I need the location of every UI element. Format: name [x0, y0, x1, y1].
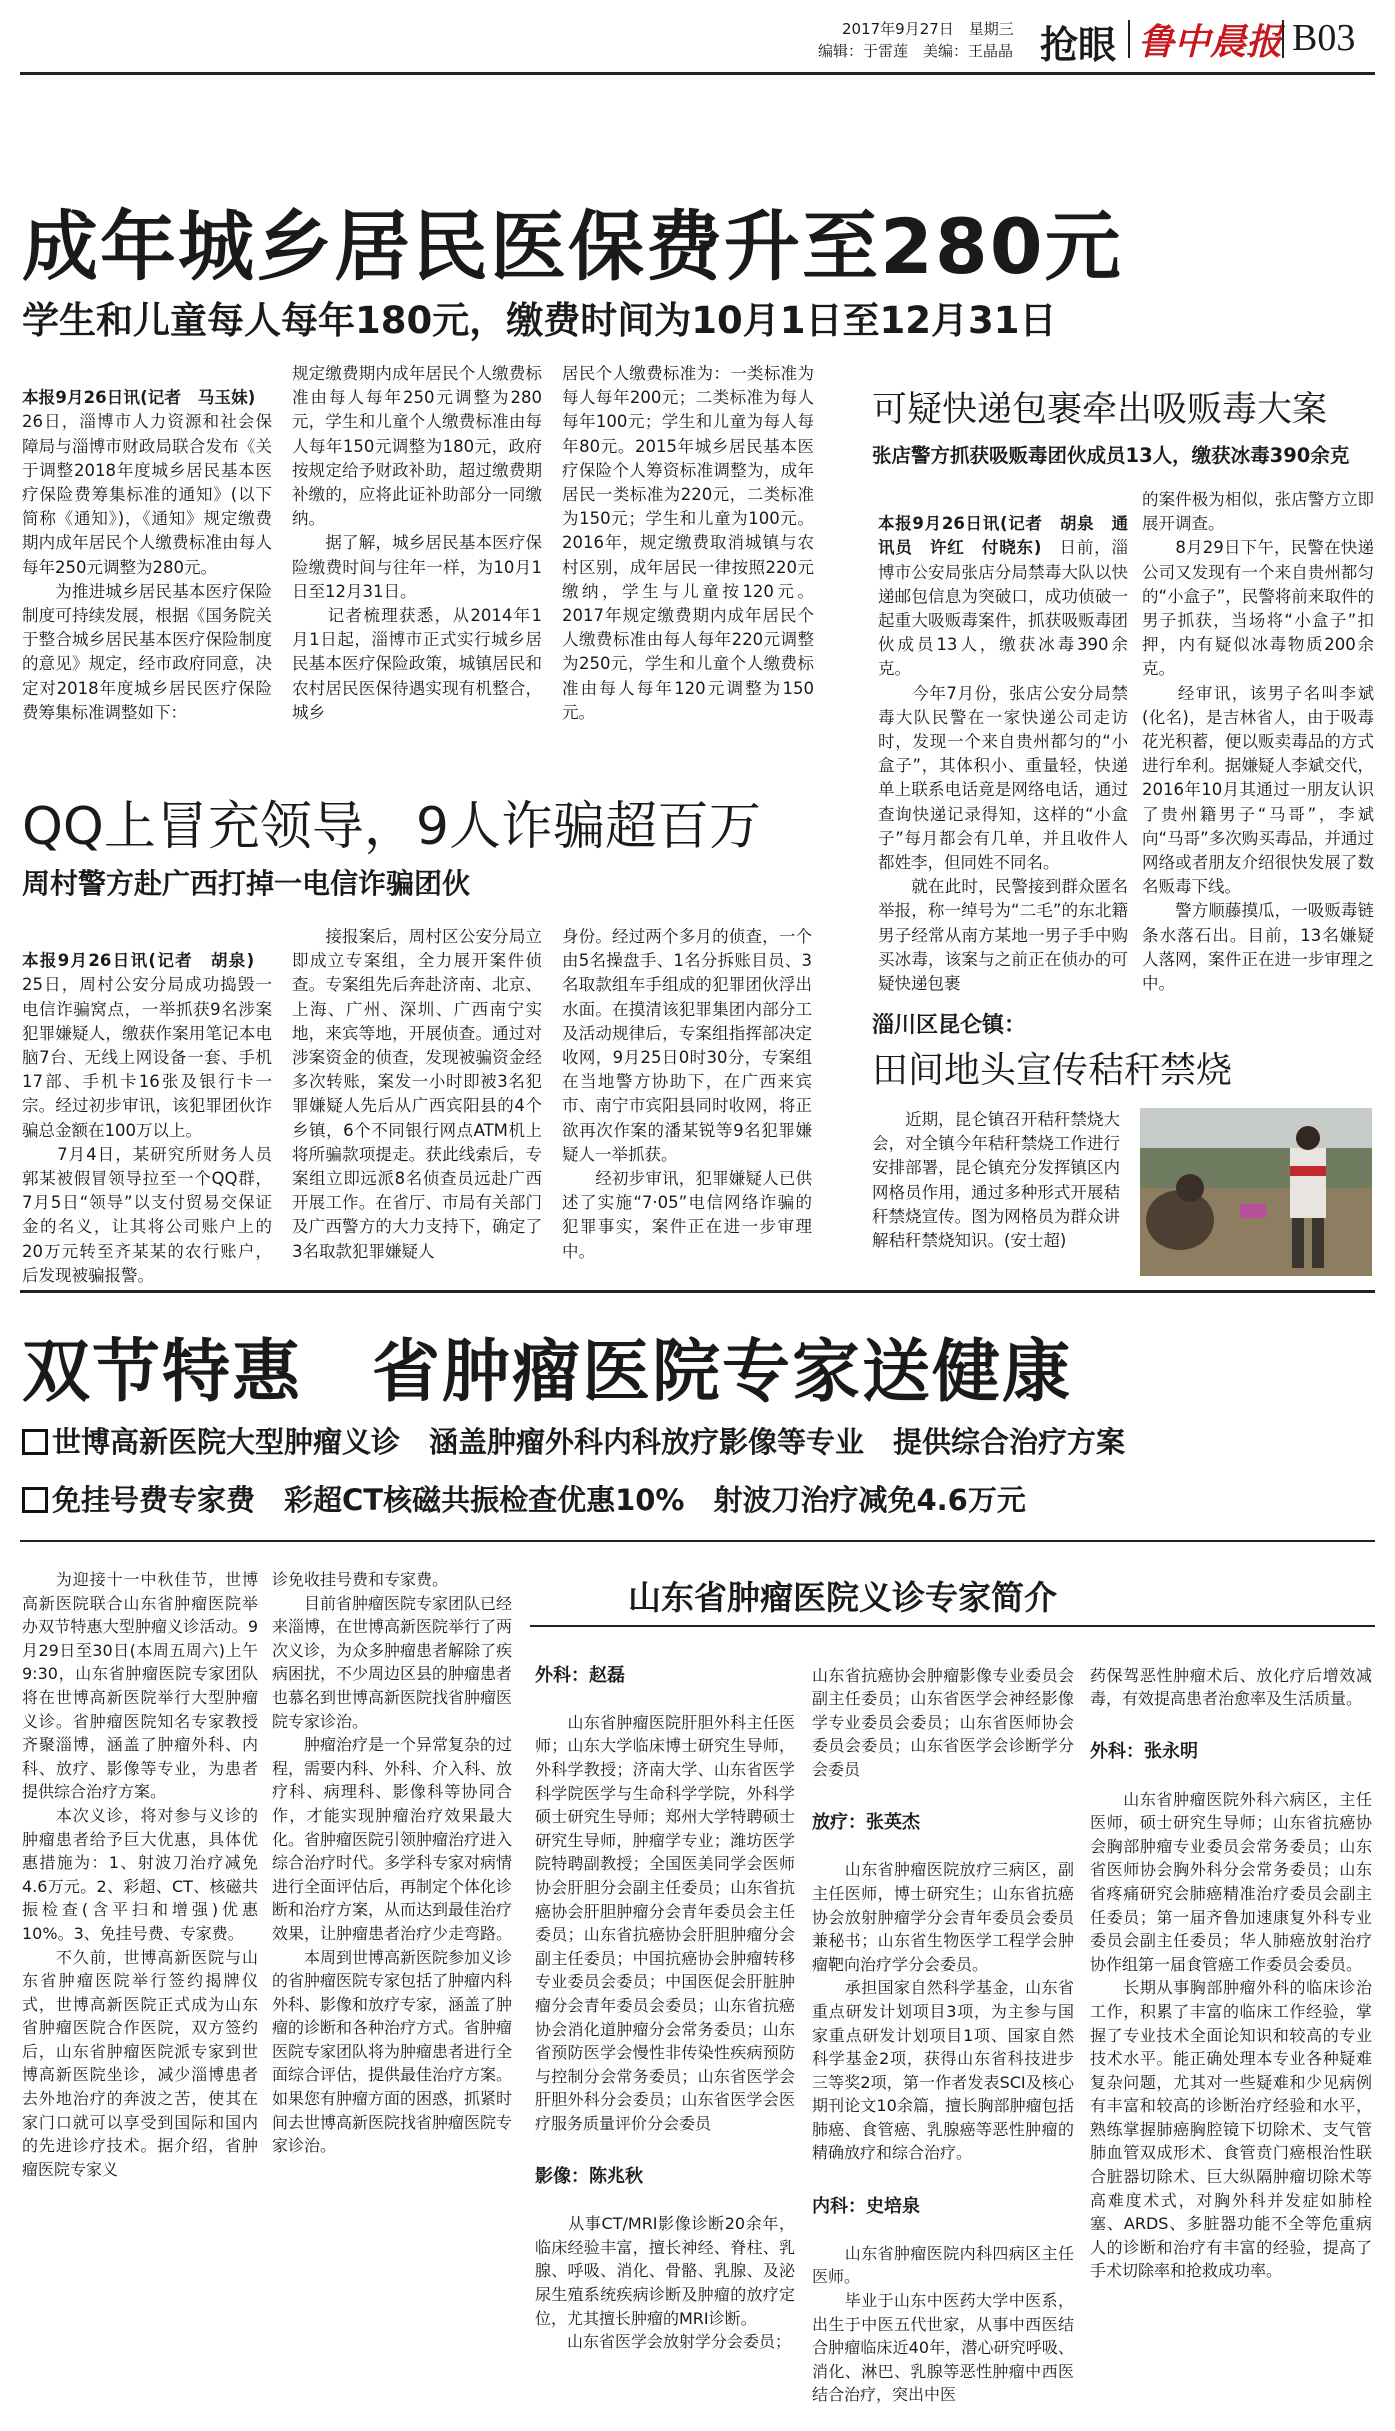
ad-line-1	[22, 1420, 1125, 1461]
expert-col-3	[1090, 1640, 1372, 2380]
drug-col-1	[878, 488, 1128, 1068]
straw-headline: 田间地头宣传秸秆禁烧	[872, 1050, 1233, 1091]
straw-body: 近期，昆仑镇召开秸秆禁烧大会，对全镇今年秸秆禁烧工作进行安排部署，昆仑镇充分发挥镇区内网格员作用，通过多种形式开展秸秆禁烧宣传。图为网格员为群众讲解秸秆禁烧知识。(安士超)	[872, 1110, 1120, 1251]
straw-photo	[1140, 1108, 1372, 1276]
masthead	[0, 0, 1395, 70]
checkbox-icon	[22, 1429, 48, 1455]
lead-col-3: 居民个人缴费标准为：一类标准为每人每年200元；二类标准为每人每年100元；学生和儿童为每人每年80元。2015年城乡居民基本医疗保险个人筹资标准调整为，成年居民一类标准为220元，二类标准为150元；学生和儿童为100元。2016年，规定缴费取消城镇与农村区别，成年居民一律按照220元缴纳，学生与儿童按120元。2017年规定缴费期内成年居民个人缴费标准由每人每年220元调整为250元，学生和儿童个人缴费标准由每人每年120元调整为150元。	[562, 364, 814, 722]
expert-zhang-ym-bio: 山东省肿瘤医院外科六病区，主任医师，硕士研究生导师；山东省抗癌协会胸部肿瘤专业委员会常务委员；山东省医师协会胸外科分会常务委员；山东省疼痛研究会肺癌精准治疗委员会副主任委员；第一届齐鲁加速康复外科专业委员会副主任委员；华人肺癌放射治疗协作组第一届食管癌工作委员会委员。 长期从事胸部肿瘤外科的临床诊治工作，积累了丰富的临床工作经验，掌握了专业技术全面论知识和较高的专业技术水平。能正确处理本专业各种疑难复杂问题，尤其对一些疑难和少见病例有丰富和较高的诊断治疗经验和水平，熟练掌握肺癌胸腔镜下切除术、支气管肺血管双成形术、食管贲门癌根治性联合脏器切除术、巨大纵隔肿瘤切除术等高难度术式，对胸外科并发症如肺栓塞、ARDS、多脏器功能不全等危重病人的诊断和治疗有丰富的经验，提高了手术切除率和抢救成功率。	[1090, 1789, 1372, 2281]
lead-headline: 成年城乡居民医保费升至280元	[22, 202, 1123, 291]
masthead-divider-2	[1282, 20, 1284, 58]
expert-col-1	[535, 1640, 795, 2380]
ad-rule	[20, 1540, 1375, 1542]
qq-headline: QQ上冒充领导，9人诈骗超百万	[22, 797, 761, 857]
section-rule	[20, 1290, 1375, 1293]
ad-headline: 双节特惠 省肿瘤医院专家送健康	[22, 1333, 1073, 1412]
field-photo-illustration	[1140, 1108, 1372, 1276]
expert-zhang-yj-heading: 放疗：张英杰	[812, 1812, 920, 1834]
experts-title: 山东省肿瘤医院义诊专家简介	[628, 1578, 1057, 1617]
masthead-rule	[20, 72, 1375, 75]
expert-zhao-bio: 山东省肿瘤医院肝胆外科主任医师；山东大学临床博士研究生导师，外科学教授；济南大学、山东省医学科学院医学与生命科学学院，外科学硕士研究生导师；郑州大学特聘硕士研究生导师，肿瘤学专业；潍坊医学院特聘副教授；全国医美同学会医师协会肝胆分会副主任委员；山东省抗癌协会肝胆肿瘤分会青年委员会主任委员；山东省抗癌协会肝胆肿瘤分会副主任委员；中国抗癌协会肿瘤转移专业委员会委员；中国医促会肝脏肿瘤分会青年委员会委员；山东省抗癌协会消化道肿瘤分会常务委员；山东省预防医学会慢性非传染性疾病预防与控制分会常务委员；山东省医学会肝胆外科分会委员；山东省医学会医疗服务质量评价分会委员	[535, 1712, 795, 2133]
lead-subhead: 学生和儿童每人每年180元，缴费时间为10月1日至12月31日	[22, 299, 1057, 342]
drug-headline: 可疑快递包裹牵出吸贩毒大案	[872, 390, 1328, 430]
expert-chen-bio-cont: 山东省抗癌协会肿瘤影像专业委员会副主任委员；山东省医学会神经影像学专业委员会委员；山东省医师协会委员会委员；山东省医学会诊断学分会委员	[812, 1665, 1074, 1779]
drug-dateline: 本报9月26日讯(记者 胡泉 通讯员 许红 付晓东)	[878, 514, 1128, 558]
ad-col-2: 诊免收挂号费和专家费。 目前省肿瘤医院专家团队已经来淄博，在世博高新医院举行了两次义诊，为众多肿瘤患者解除了疾病困扰，不少周边区县的肿瘤患者也慕名到世博高新医院找省肿瘤医院专家诊治。 肿瘤治疗是一个异常复杂的过程，需要内科、外科、介入科、放疗科、病理科、影像科等协同合作，才能实现肿瘤治疗效果最大化。省肿瘤医院引领肿瘤治疗进入综合治疗时代。多学科专家对病情进行全面评估后，再制定个体化诊断和治疗方案，从而达到最佳治疗效果，让肿瘤患者治疗少走弯路。 本周到世博高新医院参加义诊的省肿瘤医院专家包括了肿瘤内科外科、影像和放疗专家，涵盖了肿瘤的诊断和各种治疗方式。省肿瘤医院专家团队将为肿瘤患者进行全面综合评估，提供最佳治疗方案。如果您有肿瘤方面的困惑，抓紧时间去世博高新医院找省肿瘤医院专家诊治。	[272, 1570, 513, 2156]
lead-col1-text: 26日，淄博市人力资源和社会保障局与淄博市财政局联合发布《关于调整2018年度城乡居民基本医疗保险费筹集标准的通知》(以下简称《通知》)，《通知》规定缴费期内成年居民个人缴费标准由每人每年250元调整为280元。 为推进城乡居民基本医疗保险制度可持续发展，根据《国务院关于整合城乡居民基本医疗保险制度的意见》规定，经市政府同意，决定对2018年度城乡居民医疗保险费筹集标准调整如下：	[22, 412, 272, 722]
qq-col-2: 接报案后，周村区公安分局立即成立专案组，全力展开案件侦查。专案组先后奔赴济南、北京、上海、广州、深圳、广西南宁实地，来宾等地，开展侦查。通过对涉案资金的侦查，发现被骗资金经多次转账，案发一小时即被3名犯罪嫌疑人先后从广西宾阳县的4个乡镇，6个不同银行网点ATM机上将所骗款项提走。获此线索后，专案组立即远派8名侦查员远赴广西开展工作。在省厅、市局有关部门及广西警方的大力支持下，确定了3名取款犯罪嫌疑人	[292, 927, 542, 1261]
expert-zhang-yj-bio: 山东省肿瘤医院放疗三病区，副主任医师，博士研究生；山东省抗癌协会放射肿瘤学分会青年委员会委员兼秘书；山东省生物医学工程学会肿瘤靶向治疗学分会委员。 承担国家自然科学基金，山东省重点研发计划项目3项，为主参与国家重点研发计划项目1项、国家自然科学基金2项，获得山东省科技进步三等奖2项，第一作者发表SCI及核心期刊论文10余篇，擅长胸部肿瘤包括肺癌、食管癌、乳腺癌等恶性肿瘤的精确放疗和综合治疗。	[812, 1860, 1074, 2163]
drug-subhead: 张店警方抓获吸贩毒团伙成员13人，缴获冰毒390余克	[872, 444, 1350, 467]
experts-title-rule	[530, 1625, 1375, 1627]
expert-shi-bio: 山东省肿瘤医院内科四病区主任医师。 毕业于山东中医药大学中医系，出生于中医五代世家，从事中西医结合肿瘤临床近40年，潜心研究呼吸、消化、淋巴、乳腺等恶性肿瘤中西医结合治疗，突出中医	[812, 2243, 1074, 2405]
expert-shi-heading: 内科：史培泉	[812, 2195, 920, 2217]
qq-subhead: 周村警方赴广西打掉一电信诈骗团伙	[22, 867, 471, 900]
lead-dateline: 本报9月26日讯(记者 马玉妹)	[22, 388, 256, 408]
ad-col-1: 为迎接十一中秋佳节，世博高新医院联合山东省肿瘤医院举办双节特惠大型肿瘤义诊活动。9月29日至30日(本周五周六)上午9:30，山东省肿瘤医院专家团队将在世博高新医院举行大型肿瘤义诊。省肿瘤医院知名专家教授齐聚淄博，涵盖了肿瘤外科、内科、放疗、影像等专业，为患者提供综合治疗方案。 本次义诊，将对参与义诊的肿瘤患者给予巨大优惠，具体优惠措施为：1、射波刀治疗减免4.6万元。2、彩超、CT、核磁共振检查(含平扫和增强)优惠10%。3、免挂号费、专家费。 不久前，世博高新医院与山东省肿瘤医院举行签约揭牌仪式，世博高新医院正式成为山东省肿瘤医院合作医院，双方签约后，山东省肿瘤医院派专家到世博高新医院坐诊，减少淄博患者去外地治疗的奔波之苦，使其在家门口就可以享受到国际和国内的先进诊疗技术。据介绍，省肿瘤医院专家义	[22, 1570, 258, 2179]
expert-zhao-heading: 外科：赵磊	[535, 1664, 625, 1686]
expert-shi-bio-cont: 药保驾恶性肿瘤术后、放化疗后增效减毒，有效提高患者治愈率及生活质量。	[1090, 1665, 1372, 1709]
masthead-divider	[1128, 20, 1130, 58]
qq-col-1	[22, 925, 272, 1285]
ad-line-2	[22, 1478, 1026, 1519]
qq-col1-text: 25日，周村公安分局成功捣毁一电信诈骗窝点，一举抓获9名涉案犯罪嫌疑人，缴获作案用笔记本电脑7台、无线上网设备一套、手机17部、手机卡16张及银行卡一宗。经过初步审讯，该犯罪团伙诈骗总金额在100万以上。 7月4日，某研究所财务人员郭某被假冒领导拉至一个QQ群，7月5日“领导”以支付贸易交保证金的名义，让其将公司账户上的20万元转至齐某某的农行账户，后发现被骗报警。	[22, 975, 272, 1285]
paper-logo: 鲁中晨报	[1138, 21, 1283, 63]
page-number: B03	[1292, 17, 1356, 59]
issue-date: 2017年9月27日 星期三	[842, 20, 1014, 38]
straw-kicker: 淄川区昆仑镇：	[872, 1013, 1027, 1038]
section-name: 抢眼	[1040, 23, 1117, 67]
ad-line-1-text: 世博高新医院大型肿瘤义诊 涵盖肿瘤外科内科放疗影像等专业 提供综合治疗方案	[52, 1425, 1126, 1459]
editors-credit: 编辑：于雷莲 美编：王晶晶	[818, 42, 1014, 60]
expert-chen-bio: 从事CT/MRI影像诊断20余年，临床经验丰富，擅长神经、脊柱、乳腺、呼吸、消化、骨骼、乳腺、及泌尿生殖系统疾病诊断及肿瘤的放疗定位，尤其擅长肿瘤的MRI诊断。 山东省医学会放射学分会委员；	[535, 2214, 795, 2352]
drug-col-2: 的案件极为相似，张店警方立即展开调查。 8月29日下午，民警在快递公司又发现有一个来自贵州都匀的“小盒子”，民警将前来取件的男子抓获，当场将“小盒子”扣押，内有疑似冰毒物质200余克。 经审讯，该男子名叫李斌(化名)，是吉林省人，由于吸毒花光积蓄，便以贩卖毒品的方式进行牟利。据嫌疑人李斌交代，2016年10月其通过一朋友认识了贵州籍男子“马哥”，李斌向“马哥”多次购买毒品，并通过网络或者朋友介绍很快发展了数名贩毒下线。 警方顺藤摸瓜，一吸贩毒链条水落石出。目前，13名嫌疑人落网，案件正在进一步审理之中。	[1142, 490, 1374, 994]
expert-zhang-ym-heading: 外科：张永明	[1090, 1741, 1198, 1763]
qq-col-3: 身份。经过两个多月的侦查，一个由5名操盘手、1名分拆账目员、3名取款组车手组成的犯罪团伙浮出水面。在摸清该犯罪集团内部分工及活动规律后，专案组指挥部决定收网，9月25日0时30分，专案组在当地警方协助下，在广西来宾市、南宁市宾阳县同时收网，将正欲再次作案的潘某锐等9名犯罪嫌疑人一举抓获。 经初步审讯，犯罪嫌疑人已供述了实施“7·05”电信网络诈骗的犯罪事实，案件正在进一步审理中。	[562, 927, 812, 1261]
expert-chen-heading: 影像：陈兆秋	[535, 2166, 643, 2188]
drug-col1-text: 日前，淄博市公安局张店分局禁毒大队以快递邮包信息为突破口，成功侦破一起重大吸贩毒案件，抓获吸贩毒团伙成员13人，缴获冰毒390余克。 今年7月份，张店公安分局禁毒大队民警在一家快递公司走访时，发现一个来自贵州都匀的“小盒子”，其体积小、重量轻，快递单上联系电话竟是网络电话，通过查询快递记录得知，这样的“小盒子”每月都会有几单，并且收件人都姓李，但同姓不同名。 就在此时，民警接到群众匿名举报，称一绰号为“二毛”的东北籍男子经常从南方某地一男子手中购买冰毒，该案与之前正在侦办的可疑快递包裹	[878, 538, 1128, 994]
lead-col-1	[22, 362, 272, 732]
ad-line-2-text: 免挂号费专家费 彩超CT核磁共振检查优惠10% 射波刀治疗减免4.6万元	[52, 1483, 1026, 1517]
checkbox-icon	[22, 1487, 48, 1513]
qq-dateline: 本报9月26日讯(记者 胡泉)	[22, 951, 255, 971]
expert-col-2	[812, 1640, 1074, 2405]
lead-col-2: 规定缴费期内成年居民个人缴费标准由每人每年250元调整为280元，学生和儿童个人缴费标准由每人每年150元调整为180元，政府按规定给予财政补助，超过缴费期补缴的，应将此证补助部分一同缴纳。 据了解，城乡居民基本医疗保险缴费时间与往年一样，为10月1日至12月31日。 记者梳理获悉，从2014年1月1日起，淄博市正式实行城乡居民基本医疗保险政策，城镇居民和农村居民医保待遇实现有机整合，城乡	[292, 364, 542, 722]
